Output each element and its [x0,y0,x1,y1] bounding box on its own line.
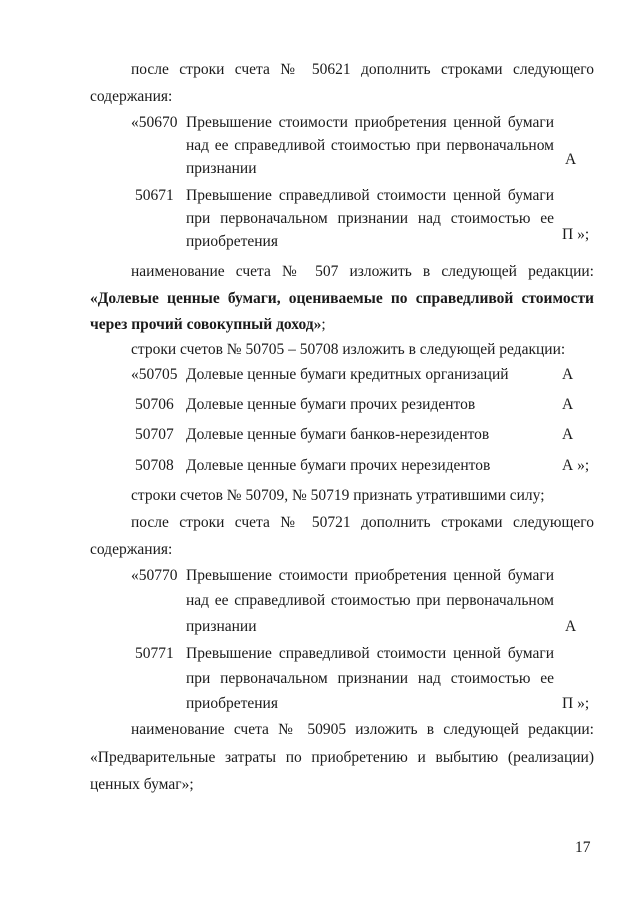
para3-line1: строки счетов № 50705 – 50708 изложить в следующей редакции: [131,341,566,358]
account-50706-text: Долевые ценные бумаги прочих резидентов [186,396,476,413]
para1-line2: содержания: [90,88,173,105]
account-50670-mark: А [565,151,577,168]
para5-line1: после строки счета № 50721 дополнить строками следующего [131,514,594,531]
account-50771-mark: П »; [562,695,590,712]
account-50670-line2: над ее справедливой стоимостью при первоначальном [186,137,554,154]
para6-line1: наименование счета № 50905 изложить в следующей редакции: [131,721,594,738]
account-50770-line1: Превышение стоимости приобретения ценной бумаги [186,567,554,584]
account-code-50708: 50708 [135,457,174,474]
para2-line3-bold: через прочий совокупный доход» [90,316,322,333]
para2-line1: наименование счета № 507 изложить в следующей редакции: [131,263,594,280]
para2-line2: «Долевые ценные бумаги, оцениваемые по справедливой стоимости [90,290,594,307]
account-50707-mark: А [562,426,574,443]
account-code-50706: 50706 [135,396,174,413]
account-50708-mark: А »; [562,457,590,474]
page-number: 17 [575,839,591,856]
account-code-50705: «50705 [131,366,178,383]
account-50770-mark: А [565,618,577,635]
account-50770-line3: признании [186,618,257,635]
para4-line1: строки счетов № 50709, № 50719 признать утратившими силу; [131,487,545,504]
account-50770-line2: над ее справедливой стоимостью при первоначальном [186,592,554,609]
account-50670-line1: Превышение стоимости приобретения ценной бумаги [186,114,554,131]
account-50708-text: Долевые ценные бумаги прочих нерезидентов [186,457,491,474]
account-50671-line2: при первоначальном признании над стоимостью ее [186,210,554,227]
para6-line3: ценных бумаг»; [90,776,194,793]
account-50671-line3: приобретения [186,233,278,250]
para1-line1: после строки счета № 50621 дополнить строками следующего [131,61,594,78]
account-50771-line1: Превышение справедливой стоимости ценной бумаги [186,645,554,662]
account-50671-line1: Превышение справедливой стоимости ценной бумаги [186,187,554,204]
account-code-50670: «50670 [131,114,178,131]
account-50707-text: Долевые ценные бумаги банков-нерезидентов [186,426,490,443]
account-50705-text: Долевые ценные бумаги кредитных организаций [186,366,509,383]
account-code-50671: 50671 [135,187,174,204]
account-50705-mark: А [562,366,574,383]
account-50706-mark: А [562,396,574,413]
para6-line2: «Предварительные затраты по приобретению и выбытию (реализации) [90,749,594,766]
para2-line3-tail: ; [321,316,326,333]
account-50670-line3: признании [186,160,257,177]
para5-line2: содержания: [90,541,173,558]
account-50771-line3: приобретения [186,695,278,712]
account-code-50771: 50771 [135,645,174,662]
account-code-50770: «50770 [131,567,178,584]
account-code-50707: 50707 [135,426,174,443]
account-50771-line2: при первоначальном признании над стоимостью ее [186,670,554,687]
para2-line3 [90,315,326,335]
account-50671-mark: П »; [562,226,590,243]
